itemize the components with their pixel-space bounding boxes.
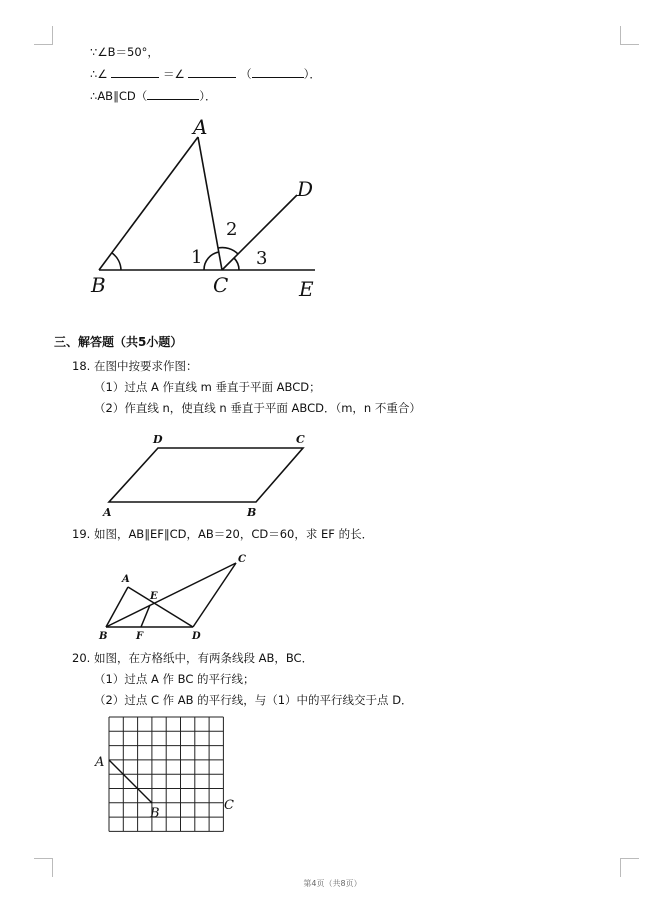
q19-label-d: D <box>192 631 201 642</box>
q20-label-b: B <box>150 806 160 821</box>
q19-label-c: C <box>238 554 246 565</box>
q18-stem: 18. 在图中按要求作图： <box>72 359 198 373</box>
q18-label-b: B <box>247 506 257 519</box>
q20-part1: （1）过点 A 作 BC 的平行线； <box>94 672 255 686</box>
proof-line-2-paren-open: （ <box>240 67 252 81</box>
q18-part2: （2）作直线 n，使直线 n 垂直于平面 ABCD．（m，n 不重合） <box>94 401 421 415</box>
fig1-label-c: C <box>213 273 229 297</box>
q20-stem: 20. 如图，在方格纸中，有两条线段 AB，BC． <box>72 651 314 665</box>
fig1-label-a: A <box>193 115 208 139</box>
q20-label-c: C <box>224 798 234 813</box>
page-footer: 第4页（共8页） <box>303 879 362 888</box>
proof-line-2-eq: ＝∠ <box>162 67 185 81</box>
proof-line-3-suffix: ）． <box>199 89 217 103</box>
proof-line-2-paren-close: ）． <box>303 67 321 81</box>
fig1-label-b: B <box>91 273 106 297</box>
fig1-label-angle-3: 3 <box>256 248 268 269</box>
q20-part2: （2）过点 C 作 AB 的平行线，与（1）中的平行线交于点 D． <box>94 693 413 707</box>
fig1-label-e: E <box>299 277 314 301</box>
q19-label-e: E <box>150 591 158 602</box>
q18-part1: （1）过点 A 作直线 m 垂直于平面 ABCD； <box>94 380 321 394</box>
q20-label-a: A <box>95 755 105 770</box>
proof-line-3-prefix: ∴AB∥CD（ <box>90 89 148 103</box>
q18-label-d: D <box>153 433 163 446</box>
section-heading: 三、解答题（共5小题） <box>54 335 183 349</box>
grid-lines <box>109 717 223 831</box>
proof-line-2-prefix: ∴∠ <box>90 67 108 81</box>
fig1-label-d: D <box>297 177 314 201</box>
q19-label-a: A <box>122 574 130 585</box>
proof-line-1-text: ∵∠B＝50°， <box>90 45 159 59</box>
q19-label-f: F <box>136 631 144 642</box>
fig1-label-angle-2: 2 <box>226 219 238 240</box>
q18-label-a: A <box>103 506 112 519</box>
q19-label-b: B <box>99 631 108 642</box>
q19-stem: 19. 如图，AB∥EF∥CD，AB＝20，CD＝60，求 EF 的长． <box>72 527 374 541</box>
q18-label-c: C <box>296 433 305 446</box>
fig1-label-angle-1: 1 <box>191 247 203 268</box>
q20-segment-ab <box>109 760 152 803</box>
